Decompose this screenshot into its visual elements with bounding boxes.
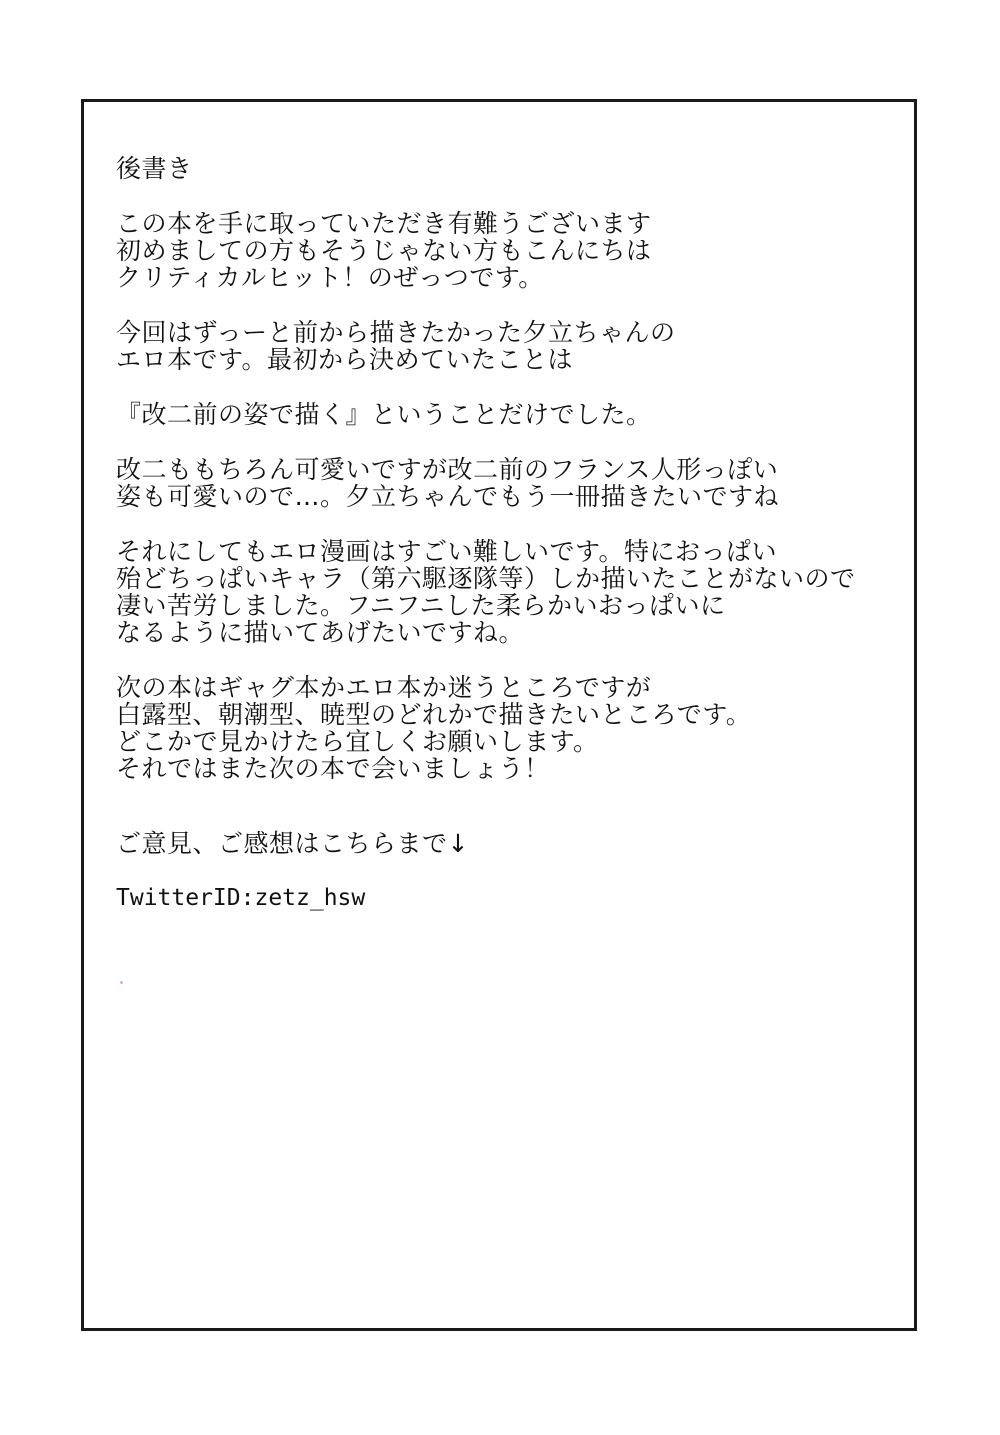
- afterword-text-block: [116, 155, 896, 912]
- text-line: どこかで見かけたら宜しくお願いします。: [116, 727, 599, 756]
- afterword-heading: 後書き: [116, 154, 193, 183]
- text-line: なるように描いてあげたいですね。: [116, 618, 525, 647]
- text-line: それにしてもエロ漫画はすごい難しいです。特におっぱい: [116, 537, 778, 566]
- text-line: 凄い苦労しました。フニフニした柔らかいおっぱいに: [116, 591, 726, 620]
- contact-note: ご意見、ご感想はこちらまで↓: [116, 829, 469, 858]
- text-line: 殆どちっぱいキャラ（第六駆逐隊等）しか描いたことがないので: [116, 564, 856, 593]
- text-line: この本を手に取っていただき有難うございます: [116, 209, 652, 238]
- paragraph-this-time: [116, 319, 896, 373]
- paragraph-difficulty: [116, 538, 896, 646]
- paper-speck: [120, 981, 123, 984]
- paragraph-thanks: [116, 210, 896, 291]
- text-line: 白露型、朝潮型、暁型のどれかで描きたいところです。: [116, 700, 752, 729]
- text-line: エロ本です。最初から決めていたことは: [116, 345, 574, 374]
- text-line: 初めましての方もそうじゃない方もこんにちは: [116, 236, 652, 265]
- text-line: クリティカルヒット！のぜっつです。: [116, 263, 544, 292]
- paragraph-kai-ni: [116, 456, 896, 510]
- text-line: 『改二前の姿で描く』ということだけでした。: [116, 400, 652, 429]
- text-line: 姿も可愛いので…。夕立ちゃんでもう一冊描きたいですね: [116, 482, 780, 511]
- text-line: 次の本はギャグ本かエロ本か迷うところですが: [116, 673, 652, 702]
- text-line: それではまた次の本で会いましょう！: [116, 754, 550, 783]
- paragraph-next-book: [116, 674, 896, 782]
- text-line: 今回はずっーと前から描きたかった夕立ちゃんの: [116, 318, 676, 347]
- twitter-id: TwitterID:zetz_hsw: [116, 885, 366, 911]
- paragraph-decision: [116, 401, 896, 428]
- text-line: 改二ももちろん可愛いですが改二前のフランス人形っぽい: [116, 455, 779, 484]
